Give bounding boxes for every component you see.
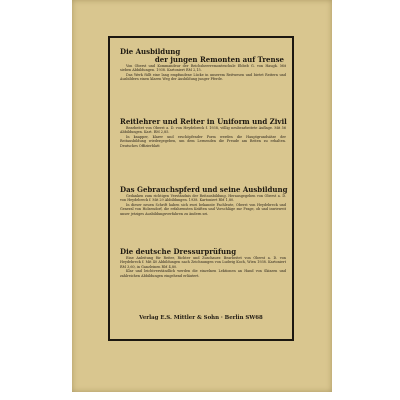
book-description: In dieser neuen Schrift haben sich zwei bekannte Fachleute, Oberst von Heydebreck und General von Holzendorf, die erfahrensten Kräften und Vorschläge zur Frage, ob und inwieweit unser jetziges Ausbildungsverfahren zu ändern sei. bbox=[120, 202, 286, 216]
book-description: Das Werk füllt eine lang empfundene Lücke in unserem Reitwesen und bietet Reitern und Ausbildern einen klaren Weg der Ausbildung junger Pferde. bbox=[120, 72, 286, 82]
book-title: Das Gebrauchspferd und seine Ausbildung bbox=[120, 185, 288, 194]
book-details bbox=[120, 126, 286, 148]
book-title: Die Ausbildung bbox=[120, 47, 181, 56]
publisher-imprint: Verlag E.S. Mittler & Sohn · Berlin SW68 bbox=[139, 315, 263, 321]
book-listing bbox=[120, 248, 286, 278]
book-listing bbox=[120, 118, 286, 148]
book-description: In knapper, klarer und erschöpfender Form werden die Hauptgrundsätze der Reitausbildung wiedergegeben, um dem Lernenden die Freude am Reiten zu erhalten. Deutsches Offizierblatt bbox=[120, 134, 286, 148]
advertisement-frame bbox=[108, 36, 294, 341]
book-details bbox=[120, 194, 286, 216]
book-listing bbox=[120, 186, 286, 216]
book-details bbox=[120, 256, 286, 278]
book-details bbox=[120, 64, 286, 82]
book-description: Klar und leichtverständlich werden die einzelnen Lektionen an Hand von Skizzen und zahlreichen Abbildungen eingehend erläutert. bbox=[120, 269, 286, 278]
book-title: Die deutsche Dressurprüfung bbox=[120, 247, 237, 256]
book-listing bbox=[120, 48, 286, 82]
book-byline: Bearbeitet von Oberst a. D. von Heydebreck f. 1938, völlig neubearbeitete Auflage. Mit 56 Abbildungen. Kart. RM 2,85. bbox=[120, 126, 286, 135]
book-title: Reitlehrer und Reiter in Uniform und Zivil bbox=[120, 117, 287, 126]
book-title-continued: der jungen Remonten auf Trense bbox=[154, 55, 284, 64]
book-byline: Von Oberst und Kommandeur der Reichsheerremonteschule Ebbeb G. von Haugk. Mit sieben Abbildungen. 1938. Kartoniert RM 2,15. bbox=[120, 64, 286, 73]
book-byline: Gedanken zum richtigen Verständnis der Reitausbildung. Herausgegeben von Oberst a. D. von Heydebreck f. Mit 29 Abbildungen. 1938. Kartoniert RM 1,80. bbox=[120, 194, 286, 203]
book-byline: Eine Anleitung für Reiter, Richter und Zuschauer. Bearbeitet von Oberst a. D. von Heydebreck f. Mit 40 Abbildungen nach Zeichnungen von Ludwig Koch, Wien 1938. Kartoniert RM 3,60, in Ganzleinen RM 4,80. bbox=[120, 256, 286, 269]
